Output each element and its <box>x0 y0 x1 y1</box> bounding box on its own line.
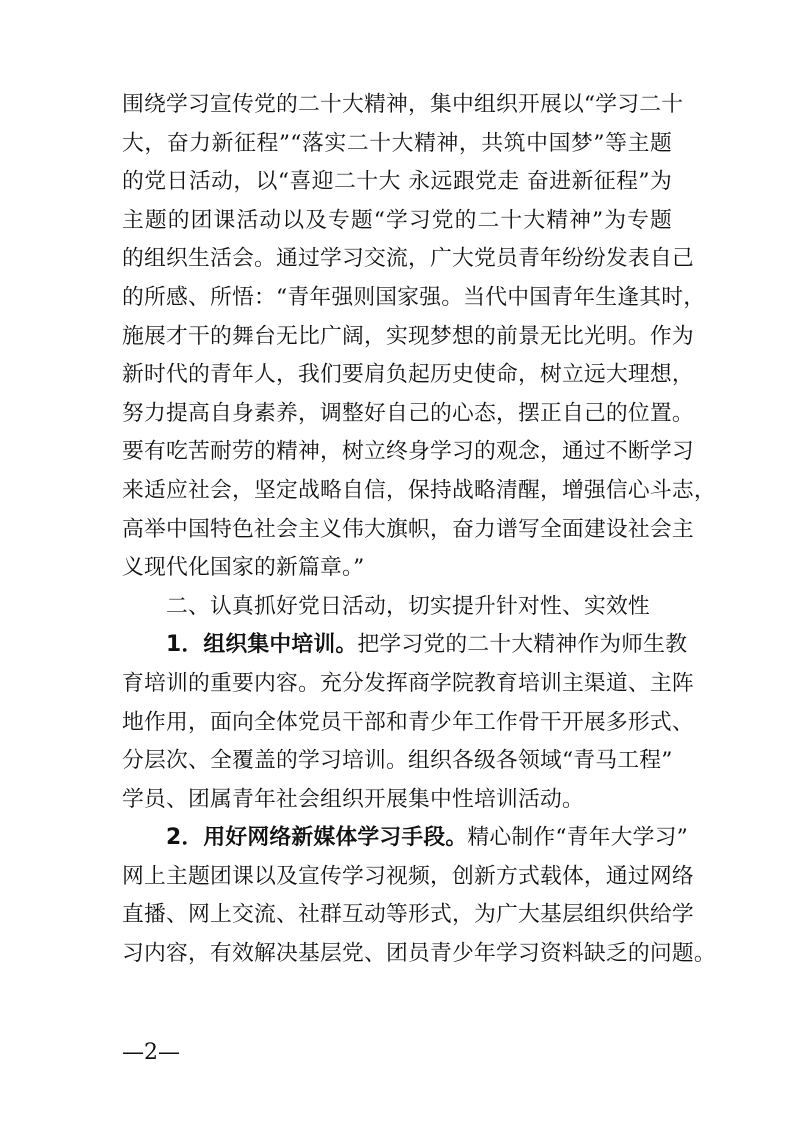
paragraph-line: 主题的团课活动以及专题“学习党的二十大精神”为专题 <box>122 207 672 233</box>
item-text: 把学习党的二十大精神作为师生教 <box>357 632 688 658</box>
paragraph-line: 习内容，有效解决基层党、团员青少年学习资料缺乏的问题。 <box>122 941 716 967</box>
paragraph-line: 要有吃苦耐劳的精神，树立终身学习的观念，通过不断学习 <box>122 439 694 465</box>
paragraph-line: 直播、网上交流、社群互动等形式，为广大基层组织供给学 <box>122 902 694 928</box>
paragraph-line: 的所感、所悟：“青年强则国家强。当代中国青年生逢其时， <box>122 284 706 310</box>
paragraph-line: 高举中国特色社会主义伟大旗帜，奋力谱写全面建设社会主 <box>122 516 694 542</box>
paragraph-line: 新时代的青年人，我们要肩负起历史使命，树立远大理想， <box>122 362 694 388</box>
section-heading: 二、认真抓好党日活动，切实提升针对性、实效性 <box>166 593 650 619</box>
document-body <box>122 86 716 974</box>
item-title: 2．用好网络新媒体学习手段。 <box>166 825 468 851</box>
paragraph-line: 育培训的重要内容。充分发挥商学院教育培训主渠道、主阵 <box>122 670 694 696</box>
paragraph-line: 分层次、全覆盖的学习培训。组织各级各领域“青马工程” <box>122 748 673 774</box>
paragraph-line: 的党日活动，以“喜迎二十大 永远跟党走 奋进新征程”为 <box>122 169 672 195</box>
item-first-line <box>122 626 688 665</box>
paragraph-line: 围绕学习宣传党的二十大精神，集中组织开展以“学习二十 <box>122 92 684 117</box>
paragraph-line: 网上主题团课以及宣传学习视频，创新方式载体，通过网络 <box>122 863 694 889</box>
paragraph-line: 施展才干的舞台无比广阔，实现梦想的前景无比光明。作为 <box>122 323 694 349</box>
paragraph-line: 大，奋力新征程”“落实二十大精神，共筑中国梦”等主题 <box>122 130 672 156</box>
paragraph-line: 地作用，面向全体党员干部和青少年工作骨干开展多形式、 <box>122 709 694 735</box>
paragraph-line: 的组织生活会。通过学习交流，广大党员青年纷纷发表自己 <box>122 246 694 272</box>
paragraph-line: 学员、团属青年社会组织开展集中性培训活动。 <box>122 786 584 812</box>
paragraph-line: 来适应社会，坚定战略自信，保持战略清醒，增强信心斗志， <box>122 477 716 503</box>
page-number: —2— <box>122 1040 180 1065</box>
item-title: 1．组织集中培训。 <box>166 632 358 658</box>
item-text: 精心制作“青年大学习” <box>467 825 688 851</box>
paragraph-line: 努力提高自身素养，调整好自己的心态，摆正自己的位置。 <box>122 400 694 426</box>
item-first-line <box>122 819 688 858</box>
paragraph-line: 义现代化国家的新篇章。” <box>122 555 365 581</box>
